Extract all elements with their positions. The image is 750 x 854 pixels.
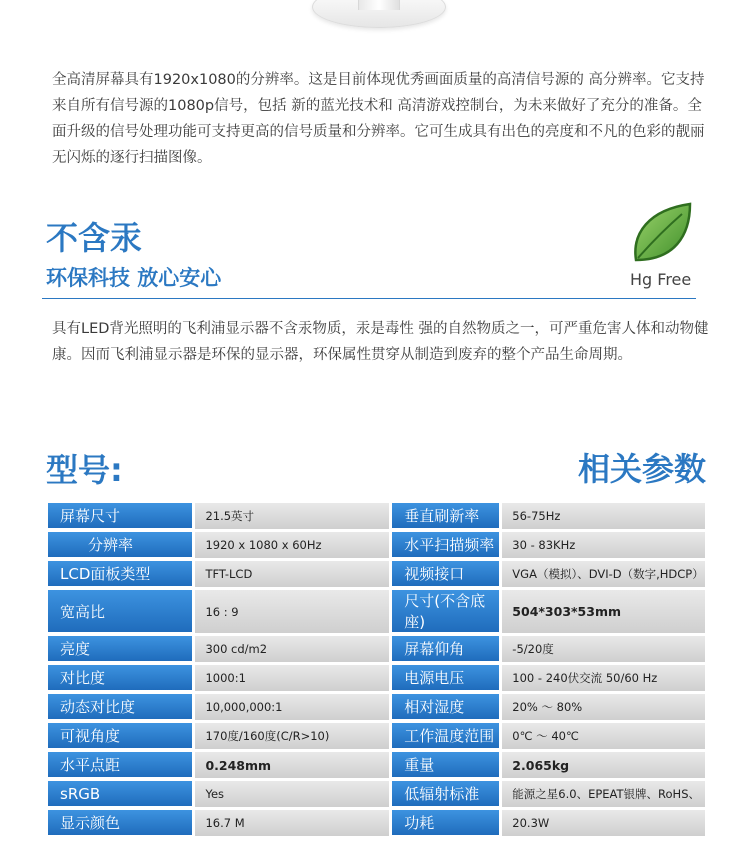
table-row <box>48 810 708 836</box>
eco-subtitle: 环保科技 放心安心 <box>46 266 222 290</box>
table-row <box>48 694 708 720</box>
spec-label: 视频接口 <box>392 561 499 587</box>
spec-value: 1920 x 1080 x 60Hz <box>192 532 392 558</box>
spec-label: 对比度 <box>48 665 192 691</box>
spec-value: -5/20度 <box>499 636 708 662</box>
table-row <box>48 532 708 558</box>
spec-label: 重量 <box>392 752 499 778</box>
spec-value: TFT-LCD <box>192 561 392 587</box>
table-row <box>48 561 708 587</box>
spec-label: 水平点距 <box>48 752 192 778</box>
spec-value: 56-75Hz <box>499 503 708 529</box>
leaf-icon <box>628 200 694 266</box>
spec-value: 0℃ ～ 40℃ <box>499 723 708 749</box>
spec-label: 亮度 <box>48 636 192 662</box>
spec-label: 相对湿度 <box>392 694 499 720</box>
spec-label: 水平扫描频率 <box>392 532 499 558</box>
spec-label: 分辨率 <box>48 532 192 558</box>
spec-label: 工作温度范围 <box>392 723 499 749</box>
spec-label: 低辐射标准 <box>392 781 499 807</box>
section-divider <box>42 298 696 299</box>
spec-value: Yes <box>192 781 392 807</box>
model-title: 型号: <box>46 451 123 489</box>
spec-label: 显示颜色 <box>48 810 192 836</box>
spec-value: VGA（模拟）、DVI-D（数字,HDCP） <box>499 561 708 587</box>
table-row <box>48 503 708 529</box>
hg-free-label: Hg Free <box>630 270 692 289</box>
spec-value: 170度/160度(C/R>10) <box>192 723 392 749</box>
specs-table <box>48 500 708 839</box>
spec-value: 504*303*53mm <box>499 590 708 633</box>
spec-label: sRGB <box>48 781 192 807</box>
spec-value: 16 : 9 <box>192 590 392 633</box>
table-row <box>48 636 708 662</box>
spec-value: 21.5英寸 <box>192 503 392 529</box>
spec-value: 10,000,000:1 <box>192 694 392 720</box>
spec-value: 20.3W <box>499 810 708 836</box>
spec-label: 尺寸(不含底座) <box>392 590 499 633</box>
table-row <box>48 781 708 807</box>
mercury-paragraph: 具有LED背光照明的飞利浦显示器不含汞物质，汞是毒性 强的自然物质之一，可严重危害人体和动物健康。因而飞利浦显示器是环保的显示器，环保属性贯穿从制造到废弃的整个产品生命周期。 <box>52 321 709 363</box>
spec-value: 2.065kg <box>499 752 708 778</box>
spec-label: 屏幕仰角 <box>392 636 499 662</box>
params-title: 相关参数 <box>577 450 706 488</box>
monitor-stand-neck <box>358 0 400 10</box>
spec-value: 0.248mm <box>192 752 392 778</box>
spec-value: 30 - 83KHz <box>499 532 708 558</box>
table-row <box>48 590 708 633</box>
spec-label: 屏幕尺寸 <box>48 503 192 529</box>
spec-label: 动态对比度 <box>48 694 192 720</box>
spec-label: 垂直刷新率 <box>392 503 499 529</box>
spec-label: LCD面板类型 <box>48 561 192 587</box>
spec-label: 功耗 <box>392 810 499 836</box>
spec-value: 20% ～ 80% <box>499 694 708 720</box>
table-row <box>48 752 708 778</box>
spec-label: 宽高比 <box>48 590 192 633</box>
mercury-free-title: 不含汞 <box>46 219 143 257</box>
spec-value: 300 cd/m2 <box>192 636 392 662</box>
table-row <box>48 665 708 691</box>
spec-value: 100 - 240伏交流 50/60 Hz <box>499 665 708 691</box>
spec-value: 16.7 M <box>192 810 392 836</box>
spec-value: 能源之星6.0、EPEAT银牌、RoHS、 <box>499 781 708 807</box>
intro-paragraph: 全高清屏幕具有1920x1080的分辨率。这是目前体现优秀画面质量的高清信号源的 高分辨率。它支持来自所有信号源的1080p信号，包括 新的蓝光技术和 高清游戏控制台，为未来做好了充分的准备。全面升级的信号处理功能可支持更高的信号质量和分辨率。它可生成具有出色的亮度和不凡的色彩的靓丽无闪烁的逐行扫描图像。 <box>52 72 705 166</box>
table-row <box>48 723 708 749</box>
spec-label: 电源电压 <box>392 665 499 691</box>
spec-label: 可视角度 <box>48 723 192 749</box>
spec-value: 1000:1 <box>192 665 392 691</box>
